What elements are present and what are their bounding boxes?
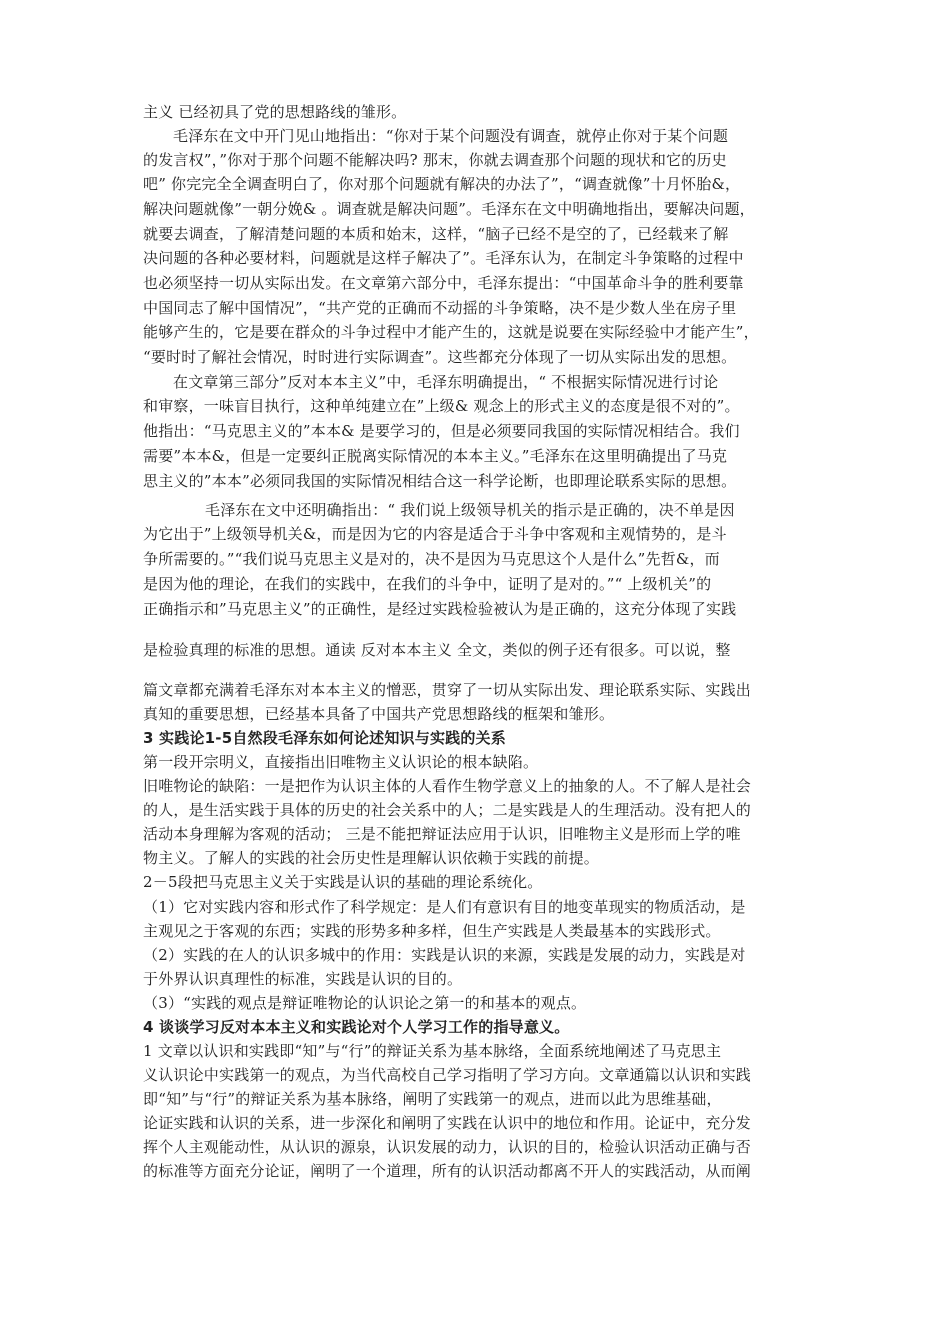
text-line: 论证实践和认识的关系，进一步深化和阐明了实践在认识中的地位和作用。论证中，充分发 [143, 1114, 752, 1132]
text-line: 也必须坚持一切从实际出发。在文章第六部分中，毛泽东提出：“中国革命斗争的胜利要靠 [143, 274, 744, 292]
text-line: 活动本身理解为客观的活动； 三是不能把辩证法应用于认识，旧唯物主义是形而上学的唯 [143, 825, 741, 843]
text-line: 主观见之于客观的东西；实践的形势多种多样，但生产实践是人类最基本的实践形式。 [143, 922, 721, 940]
text-line: 挥个人主观能动性，从认识的源泉，认识发展的动力，认识的目的，检验认识活动正确与否 [143, 1138, 752, 1156]
text-line: （2）实践的在人的认识多城中的作用：实践是认识的来源，实践是发展的动力，实践是对 [143, 946, 746, 964]
text-line: 第一段开宗明义，直接指出旧唯物主义认识论的根本缺陷。 [143, 753, 539, 771]
text-line: 决问题的各种必要材料，问题就是这样子解决了”。毛泽东认为，在制定斗争策略的过程中 [143, 249, 744, 267]
text-line: （3）“实践的观点是辩证唯物论的认识论之第一的和基本的观点。 [143, 994, 587, 1012]
text-line: 为它出于”上级领导机关&，而是因为它的内容是适合于斗争中客观和主观情势的，是斗 [143, 525, 727, 543]
text-line: 主义 已经初具了党的思想路线的雏形。 [143, 103, 407, 121]
section-heading: 3 实践论1-5自然段毛泽东如何论述知识与实践的关系 [143, 729, 506, 747]
text-line: 争所需要的。”“我们说马克思主义是对的，决不是因为马克思这个人是什么”先哲&，而 [143, 550, 720, 568]
text-line: 能够产生的，它是要在群众的斗争过程中才能产生的，这就是说要在实际经验中才能产生”， [143, 323, 759, 341]
text-line: 是因为他的理论，在我们的实践中，在我们的斗争中，证明了是对的。”“ 上级机关”的 [143, 575, 712, 593]
text-line: 的人，是生活实践于具体的历史的社会关系中的人；二是实践是人的生理活动。没有把人的 [143, 801, 752, 819]
text-line: 的发言权”，”你对于那个问题不能解决吗? 那末，你就去调查那个问题的现状和它的历史 [143, 151, 727, 169]
text-line: 就要去调查，了解清楚问题的本质和始末，这样，“脑子已经不是空的了，已经载来了解 [143, 225, 729, 243]
text-line: 的标准等方面充分论证，阐明了一个道理，所有的认识活动都离不开人的实践活动，从而阐 [143, 1162, 752, 1180]
text-line: 真知的重要思想，已经基本具备了中国共产党思想路线的框架和雏形。 [143, 705, 615, 723]
text-line: 1 文章以认识和实践即“知”与“行”的辩证关系为基本脉络，全面系统地阐述了马克思主 [143, 1042, 722, 1060]
section-heading: 4 谈谈学习反对本本主义和实践论对个人学习工作的指导意义。 [143, 1018, 570, 1036]
text-line: 中国同志了解中国情况”，“共产党的正确而不动摇的斗争策略，决不是少数人坐在房子里 [143, 299, 737, 317]
text-line: 吧” 你完完全全调查明白了，你对那个问题就有解决的办法了”，“调查就像”十月怀胎&， [143, 175, 741, 193]
text-line: 义认识论中实践第一的观点，为当代高校自己学习指明了学习方向。文章通篇以认识和实践 [143, 1066, 752, 1084]
text-line: 在文章第三部分”反对本本主义”中，毛泽东明确提出，“ 不根据实际情况进行讨论 [173, 373, 719, 391]
text-line: “要时时了解社会情况，时时进行实际调查”。这些都充分体现了一切从实际出发的思想。 [143, 348, 737, 366]
text-line: 思主义的”本本”必须同我国的实际情况相结合这一科学论断，也即理论联系实际的思想。 [143, 472, 737, 490]
text-line: 旧唯物论的缺陷：一是把作为认识主体的人看作生物学意义上的抽象的人。不了解人是社会 [143, 777, 752, 795]
text-line: 物主义。了解人的实践的社会历史性是理解认识依赖于实践的前提。 [143, 849, 600, 867]
text-line: 篇文章都充满着毛泽东对本本主义的憎恶，贯穿了一切从实际出发、理论联系实际、实践出 [143, 681, 752, 699]
text-line: 他指出：“马克思主义的”本本& 是要学习的，但是必须要同我国的实际情况相结合。我们 [143, 422, 740, 440]
text-line: 和审察，一味盲目执行，这种单纯建立在”上级& 观念上的形式主义的态度是很不对的”。 [143, 397, 740, 415]
text-line: （1）它对实践内容和形式作了科学规定：是人们有意识有目的地变革现实的物质活动，是 [143, 898, 746, 916]
text-line: 是检验真理的标准的思想。通读 反对本本主义 全文，类似的例子还有很多。可以说，整 [143, 641, 731, 659]
text-line: 即“知”与“行”的辩证关系为基本脉络，阐明了实践第一的观点，进而以此为思维基础， [143, 1090, 722, 1108]
text-line: 正确指示和”马克思主义”的正确性，是经过实践检验被认为是正确的，这充分体现了实践 [143, 600, 737, 618]
text-line: 毛泽东在文中开门见山地指出：“你对于某个问题没有调查，就停止你对于某个问题 [173, 127, 729, 145]
text-line: 毛泽东在文中还明确指出：“ 我们说上级领导机关的指示是正确的，决不单是因 [205, 501, 735, 519]
text-line: 于外界认识真理性的标准，实践是认识的目的。 [143, 970, 463, 988]
text-line: 需要”本本&，但是一定要纠正脱离实际情况的本本主义。”毛泽东在这里明确提出了马克 [143, 447, 728, 465]
text-line: 2－5段把马克思主义关于实践是认识的基础的理论系统化。 [143, 873, 543, 891]
text-line: 解决问题就像”一朝分娩& 。调查就是解决问题”。毛泽东在文中明确地指出，要解决问题， [143, 200, 755, 218]
